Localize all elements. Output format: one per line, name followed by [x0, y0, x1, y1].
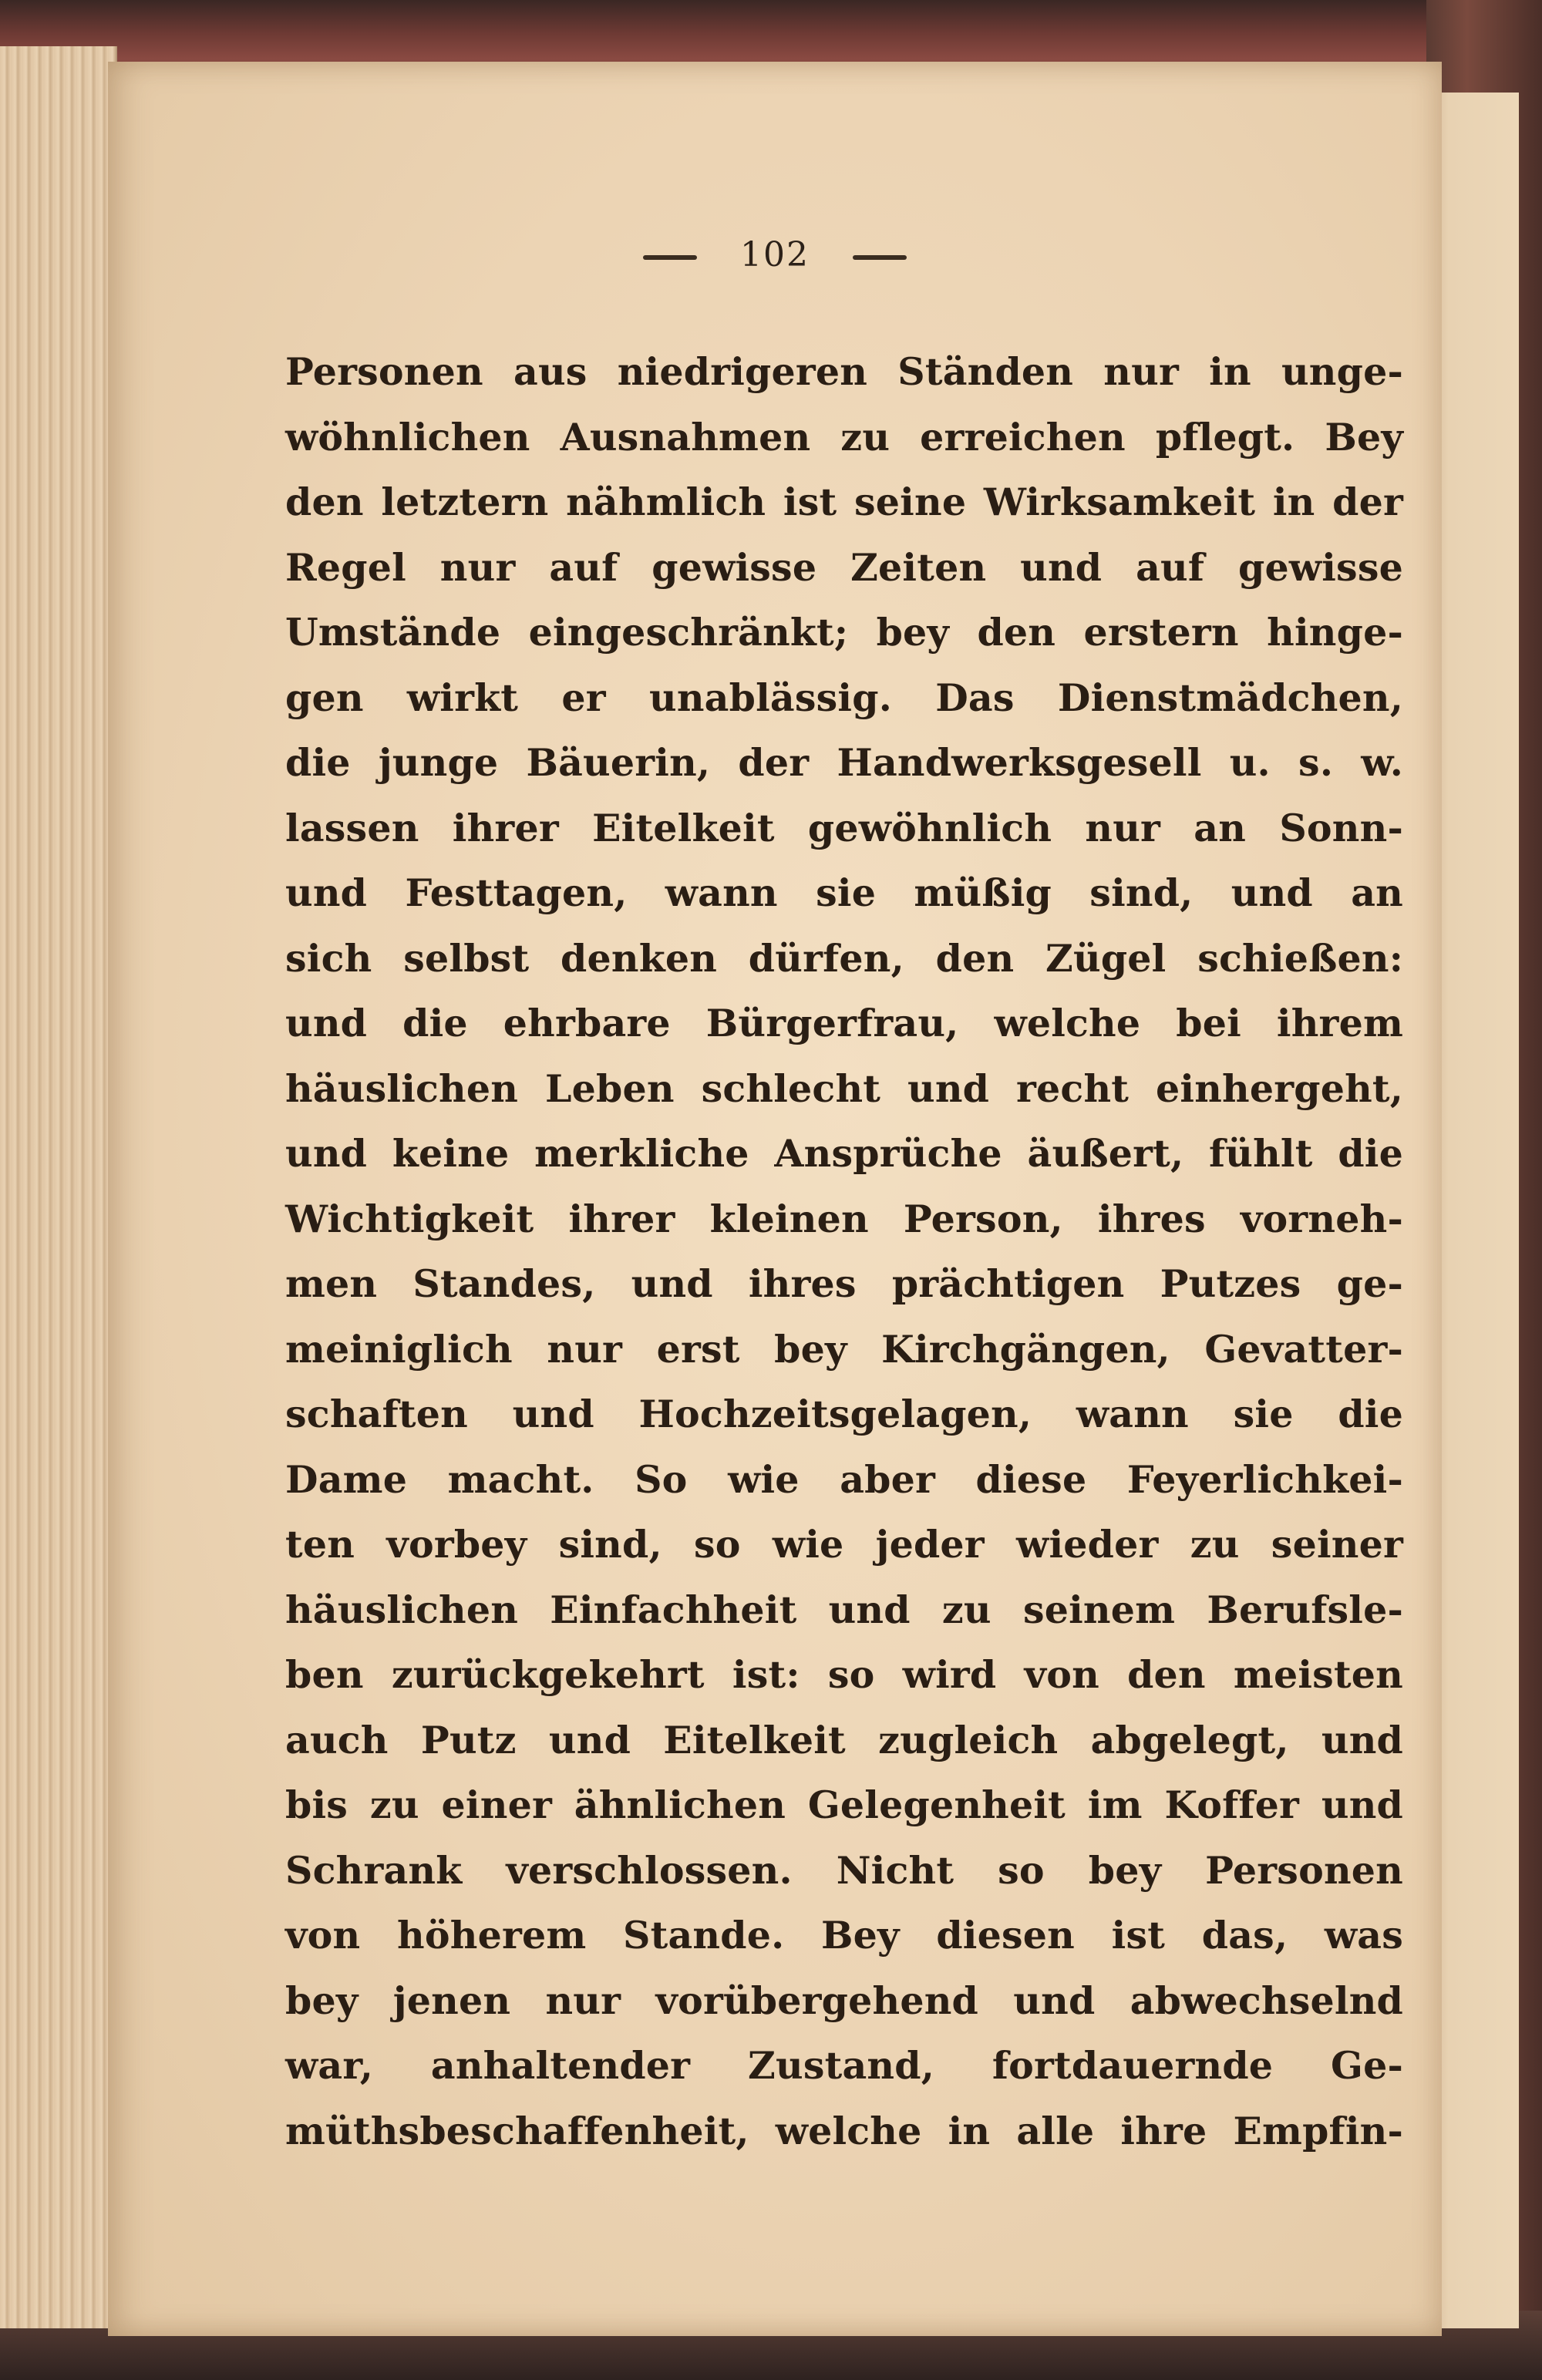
text-line: wöhnlichen Ausnahmen zu erreichen pflegt. Bey — [285, 414, 1403, 460]
text-line: war, anhaltender Zustand, fortdauernde Ge- — [285, 2043, 1403, 2088]
text-line: sich selbst denken dürfen, den Zügel schießen: — [285, 935, 1403, 981]
text-line: und Festtagen, wann sie müßig sind, und an — [285, 870, 1403, 915]
text-line: Regel nur auf gewisse Zeiten und auf gewisse — [285, 544, 1403, 590]
text-line: men Standes, und ihres prächtigen Putzes ge- — [285, 1261, 1403, 1306]
text-line: lassen ihrer Eitelkeit gewöhnlich nur an Sonn- — [285, 805, 1403, 850]
text-line: häuslichen Einfachheit und zu seinem Berufsle- — [285, 1587, 1403, 1632]
text-line: ten vorbey sind, so wie jeder wieder zu seiner — [285, 1522, 1403, 1567]
page-header — [108, 235, 1442, 274]
text-line: und die ehrbare Bürgerfrau, welche bei ihrem — [285, 1001, 1403, 1045]
text-line: Personen aus niedrigeren Ständen nur in unge- — [285, 349, 1403, 394]
text-line: Wichtigkeit ihrer kleinen Person, ihres vorneh- — [285, 1196, 1403, 1241]
book-page — [108, 62, 1442, 2336]
text-line: bey jenen nur vorübergehend und abwechselnd — [285, 1978, 1403, 2023]
text-line: und keine merkliche Ansprüche äußert, fühlt die — [285, 1131, 1403, 1176]
text-line: Dame macht. So wie aber diese Feyerlichkei- — [285, 1456, 1403, 1502]
text-line: häuslichen Leben schlecht und recht einhergeht, — [285, 1065, 1403, 1111]
text-line: auch Putz und Eitelkeit zugleich abgelegt, und — [285, 1717, 1403, 1762]
text-line: Umstände eingeschränkt; bey den erstern hinge- — [285, 610, 1403, 655]
text-line: ben zurückgekehrt ist: so wird von den meisten — [285, 1652, 1403, 1697]
header-dash-left — [643, 255, 697, 260]
page-edges — [0, 46, 117, 2328]
text-line: den letztern nähmlich ist seine Wirksamkeit in der — [285, 480, 1403, 524]
text-line: Schrank verschlossen. Nicht so bey Personen — [285, 1847, 1403, 1893]
text-line: schaften und Hochzeitsgelagen, wann sie die — [285, 1392, 1403, 1436]
text-line: die junge Bäuerin, der Handwerksgesell u. s. w. — [285, 740, 1403, 785]
text-line: von höherem Stande. Bey diesen ist das, was — [285, 1913, 1403, 1958]
text-line: bis zu einer ähnlichen Gelegenheit im Koffer und — [285, 1782, 1403, 1827]
header-dash-right — [853, 255, 907, 260]
page-number: 102 — [740, 235, 810, 274]
text-line: müthsbeschaffenheit, welche in alle ihre Empfin- — [285, 2108, 1403, 2153]
text-line: gen wirkt er unablässig. Das Dienstmädchen, — [285, 675, 1403, 720]
text-line: meiniglich nur erst bey Kirchgängen, Gevatter- — [285, 1326, 1403, 1372]
body-text — [285, 339, 1403, 2163]
